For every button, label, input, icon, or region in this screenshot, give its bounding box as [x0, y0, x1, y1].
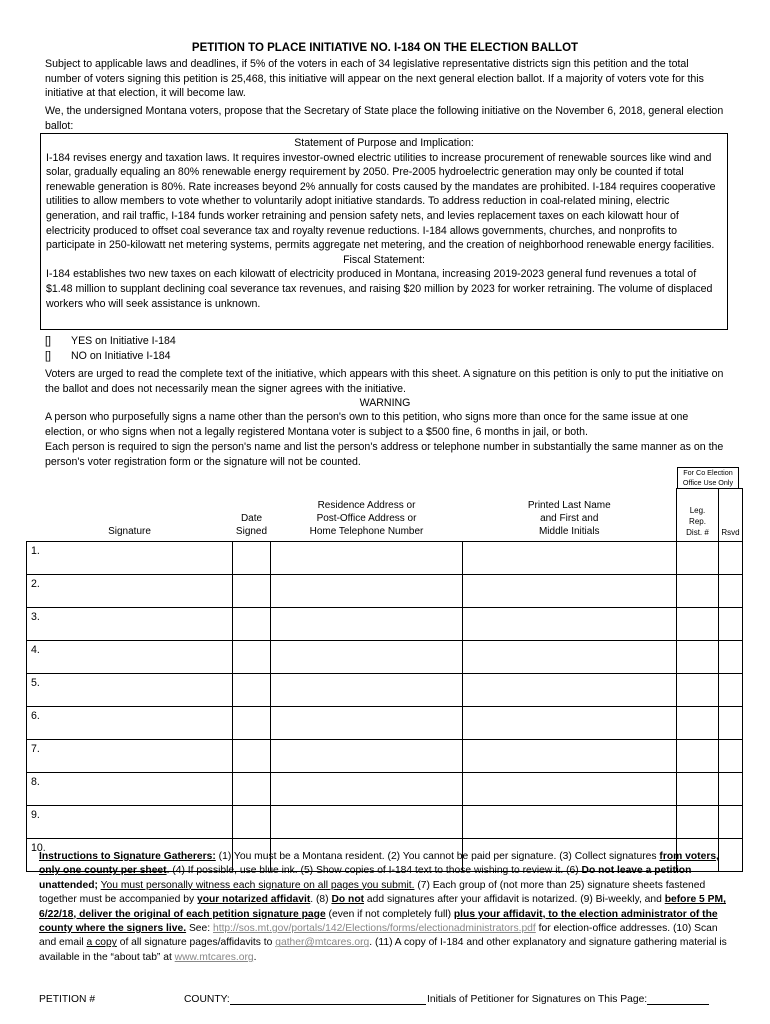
header-signature-text: Signature — [108, 526, 151, 537]
email-link[interactable]: gather@mtcares.org — [275, 937, 370, 949]
header-address-line2: Post-Office Address or — [316, 513, 417, 524]
address-cell[interactable] — [271, 674, 463, 707]
printed-name-cell[interactable] — [463, 674, 677, 707]
statement-heading: Statement of Purpose and Implication: — [294, 137, 474, 149]
rsvd-cell — [719, 740, 743, 773]
table-header-row — [27, 489, 743, 542]
signature-cell[interactable] — [27, 740, 233, 773]
leg-dist-cell — [677, 773, 719, 806]
instr-emph-5: Do not — [331, 894, 365, 906]
printed-name-cell[interactable] — [463, 575, 677, 608]
rsvd-cell — [719, 575, 743, 608]
rsvd-cell — [719, 641, 743, 674]
table-row — [27, 740, 743, 773]
instr-text-2: . (4) If possible, use blue ink. (5) Show copies of I-184 text to those wishing to review it. (6) — [166, 865, 582, 877]
row-number: 5. — [31, 677, 40, 689]
instr-text-1: (1) You must be a Montana resident. (2) You cannot be paid per signature. (3) Collect signatures — [215, 851, 660, 862]
table-row — [27, 542, 743, 575]
signature-cell[interactable] — [27, 575, 233, 608]
statement-body: I-184 revises energy and taxation laws. It requires investor-owned electric utilities to increase procurement of renewable sources like wind and solar, gradually equaling an 80% renewable energy requirement by 2050. Pre-2005 hydroelectric generation may only be counted if total renewable generation is 80%. Rate increases beyond 2% annually for costs caused by the mandates are prohibited. I-184 requires cooperative utilities to allow members to vote whether to voluntarily adopt initiative standards. To address reduction in coal-related mining, electric generation, and rail traffic, I-184 funds worker retraining and pension safety nets, and levies replacement taxes on each kilowatt hour of electricity produced to offset coal severance tax and royalty revenue reductions. I-184 allows governments, churches, and nonprofits to participate in 250-kilowatt net metering systems, permits aggregate net metering, and the creation of neighborhood renewable energy facilities. — [46, 151, 716, 252]
instr-text-4: (7) Each group of (not more than 25) signature sheets fastened together must be accompanied by — [39, 879, 706, 906]
address-cell[interactable] — [271, 608, 463, 641]
initials-field[interactable] — [427, 993, 647, 1008]
address-cell[interactable] — [271, 707, 463, 740]
warning-heading: WARNING — [359, 397, 411, 409]
header-date-line1: Date — [240, 513, 263, 524]
instr-text-6: add signatures after your affidavit is notarized. (9) Bi-weekly, and — [364, 894, 665, 906]
instr-emph-7: plus your affidavit, to the election administrator of the county where the signers live. — [39, 908, 718, 935]
header-name-line2: and First and — [540, 513, 599, 524]
petition-number-label: PETITION # — [39, 994, 96, 1005]
signature-rows — [27, 542, 743, 872]
header-leg-rep-dist — [677, 489, 719, 542]
table-row — [27, 608, 743, 641]
leg-dist-cell — [677, 674, 719, 707]
row-number: 7. — [31, 743, 40, 755]
header-name-line1: Printed Last Name — [527, 500, 611, 511]
row-number: 1. — [31, 545, 40, 557]
date-cell[interactable] — [233, 740, 271, 773]
instr-text-7: (even if not completely full) — [325, 908, 454, 920]
header-address-line1: Residence Address or — [317, 500, 416, 511]
instructions — [39, 850, 729, 965]
row-number: 4. — [31, 644, 40, 656]
address-cell[interactable] — [271, 575, 463, 608]
row-number: 3. — [31, 611, 40, 623]
table-row — [27, 806, 743, 839]
row-number: 9. — [31, 809, 40, 821]
header-date — [233, 489, 271, 542]
initials-blank[interactable] — [647, 993, 709, 1005]
instructions-heading: Instructions to Signature Gatherers: — [39, 851, 216, 862]
county-label: COUNTY: — [184, 994, 230, 1005]
leg-dist-cell — [677, 542, 719, 575]
yes-checkbox[interactable]: [] — [45, 335, 51, 347]
fiscal-heading: Fiscal Statement: — [343, 253, 425, 266]
table-row — [27, 674, 743, 707]
signature-cell[interactable] — [27, 608, 233, 641]
instr-text-11: . (11) A copy of I-184 and other explanatory and signature gathering material is available in the “about tab” at — [39, 937, 727, 963]
instr-emph-6: before 5 PM, 6/22/18, deliver the original of each petition signature page — [39, 894, 726, 920]
printed-name-cell[interactable] — [463, 707, 677, 740]
county-blank[interactable] — [230, 993, 426, 1005]
rsvd-cell — [719, 608, 743, 641]
signature-cell[interactable] — [27, 806, 233, 839]
proposal-paragraph: We, the undersigned Montana voters, propose that the Secretary of State place the following initiative on the November 6, 2018, general election ballot: — [45, 105, 724, 132]
row-number: 2. — [31, 578, 40, 590]
website-link[interactable]: www.mtcares.org — [174, 951, 254, 963]
rsvd-cell — [719, 674, 743, 707]
header-address-line3: Home Telephone Number — [309, 526, 424, 537]
row-number: 8. — [31, 776, 40, 788]
rsvd-cell — [719, 542, 743, 575]
instr-text-8: See: — [186, 923, 213, 935]
county-field[interactable] — [184, 993, 230, 1008]
instr-text-5: . (8) — [310, 894, 332, 906]
printed-name-cell[interactable] — [463, 641, 677, 674]
signature-cell[interactable] — [27, 542, 233, 575]
table-row — [27, 707, 743, 740]
leg-dist-cell — [677, 608, 719, 641]
no-label: NO on Initiative I-184 — [71, 350, 171, 362]
instr-text-12: . — [253, 951, 257, 963]
instr-emph-8: a copy — [86, 937, 117, 949]
warning-body: A person who purposefully signs a name other than the person's own to this petition, who signs more than once for the same issue at one election, or who signs when not a legally registered Montana voter is subject to a $500 fine, 6 months in jail, or both. — [45, 411, 689, 438]
date-cell[interactable] — [233, 608, 271, 641]
header-signature — [27, 489, 233, 542]
leg-dist-cell — [677, 707, 719, 740]
leg-dist-cell — [677, 641, 719, 674]
instr-text-9: for election-office addresses. (10) Scan and email — [39, 923, 718, 949]
printed-name-cell[interactable] — [463, 806, 677, 839]
date-cell[interactable] — [233, 806, 271, 839]
printed-name-cell[interactable] — [463, 542, 677, 575]
address-cell[interactable] — [271, 641, 463, 674]
header-address — [271, 489, 463, 542]
leg-dist-cell — [677, 806, 719, 839]
signature-table — [26, 488, 743, 872]
header-leg-line2: Rep. — [689, 517, 706, 526]
office-use-line1: For Co Election — [683, 468, 733, 477]
rsvd-cell — [719, 806, 743, 839]
header-leg-line3: Dist. # — [686, 528, 709, 537]
printed-name-cell[interactable] — [463, 740, 677, 773]
header-rsvd — [719, 489, 743, 542]
table-row — [27, 641, 743, 674]
date-cell[interactable] — [233, 773, 271, 806]
row-number: 10. — [31, 842, 46, 854]
signature-cell[interactable] — [27, 707, 233, 740]
date-cell[interactable] — [233, 575, 271, 608]
intro-paragraph: Subject to applicable laws and deadlines, if 5% of the voters in each of 34 legislative representative districts sign this petition and the total number of voters signing this petition is 25,468, this initiative will appear on the next general election ballot. If a majority of voters vote for this initiative at that election, it will become law. — [45, 58, 704, 100]
election-admin-link[interactable]: http://sos.mt.gov/portals/142/Elections/forms/electionadministrators.pdf — [212, 923, 536, 935]
header-date-line2: Signed — [235, 526, 268, 537]
leg-dist-cell — [677, 740, 719, 773]
office-use-line2: Office Use Only — [682, 478, 734, 487]
rsvd-cell — [719, 773, 743, 806]
signature-cell[interactable] — [27, 674, 233, 707]
date-cell[interactable] — [233, 542, 271, 575]
no-checkbox[interactable]: [] — [45, 350, 51, 362]
address-cell[interactable] — [271, 542, 463, 575]
date-cell[interactable] — [233, 707, 271, 740]
address-cell[interactable] — [271, 806, 463, 839]
header-name-line3: Middle Initials — [538, 526, 600, 537]
instr-emph-4: your notarized affidavit — [196, 894, 311, 906]
page-title: PETITION TO PLACE INITIATIVE NO. I-184 ON THE ELECTION BALLOT — [191, 42, 579, 54]
table-row — [27, 575, 743, 608]
yes-label: YES on Initiative I-184 — [71, 335, 176, 347]
header-printed-name — [463, 489, 677, 542]
header-rsvd-text: Rsvd — [721, 528, 740, 537]
address-cell[interactable] — [271, 773, 463, 806]
rsvd-cell — [719, 707, 743, 740]
option-no[interactable] — [45, 349, 171, 364]
date-cell[interactable] — [233, 674, 271, 707]
signature-cell[interactable] — [27, 773, 233, 806]
leg-dist-cell — [677, 575, 719, 608]
initials-label: Initials of Petitioner for Signatures on This Page: — [427, 994, 648, 1005]
address-cell[interactable] — [271, 740, 463, 773]
row-number: 6. — [31, 710, 40, 722]
fiscal-body: I-184 establishes two new taxes on each kilowatt of electricity produced in Montana, increasing 2019-2023 general fund revenues a total of $1.48 million to supplant declining coal severance tax revenues, and raising $20 million by 2023 for worker retraining. The volume of displaced workers who will seek assistance is unknown. — [46, 268, 713, 310]
date-cell[interactable] — [233, 641, 271, 674]
statement-box — [40, 133, 728, 330]
requirement-paragraph: Each person is required to sign the person's name and list the person's address or telephone number in substantially the same manner as on the person's voter registration form or the signature will not be counted. — [45, 441, 724, 468]
instr-text-10: of all signature pages/affidavits to — [116, 937, 276, 949]
office-use-box — [677, 467, 739, 489]
printed-name-cell[interactable] — [463, 608, 677, 641]
signature-cell[interactable] — [27, 641, 233, 674]
urge-paragraph: Voters are urged to read the complete text of the initiative, which appears with this sheet. A signature on this petition is only to put the initiative on the ballot and does not necessarily mean the signer agrees with the initiative. — [45, 368, 724, 395]
printed-name-cell[interactable] — [463, 773, 677, 806]
option-yes[interactable] — [45, 334, 176, 349]
instr-emph-1: from voters, only one county per sheet — [39, 851, 719, 877]
instr-emph-2: Do not leave a petition unattended; — [39, 865, 692, 891]
instr-emph-3: You must personally witness each signature on all pages you submit. — [100, 879, 415, 891]
table-row — [27, 773, 743, 806]
header-leg-line1: Leg. — [689, 506, 706, 515]
